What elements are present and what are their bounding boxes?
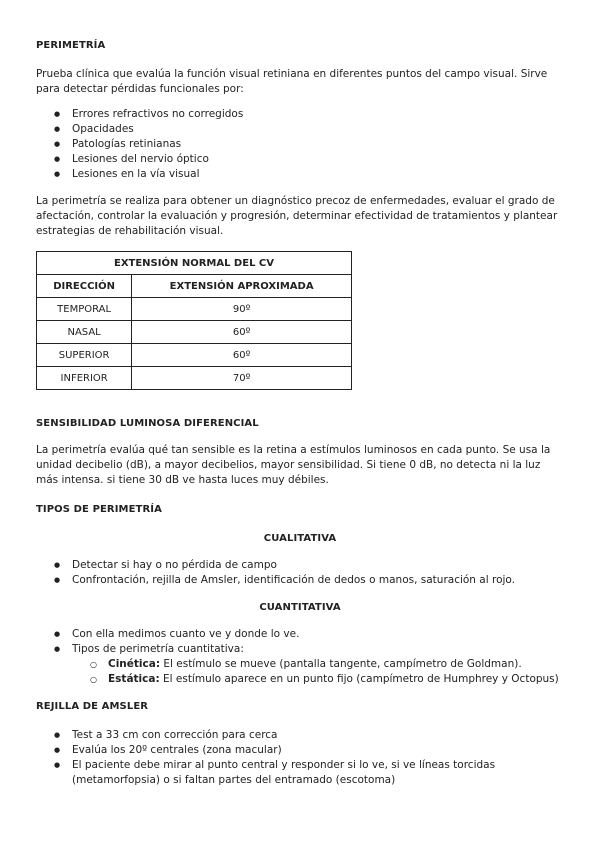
perimetria-heading: PERIMETRÍA <box>36 40 106 51</box>
document-page <box>36 38 564 788</box>
sensibilidad-text: La perimetría evalúa qué tan sensible es la retina a estímulos luminosos en cada punto. Se usa la unidad decibelio (dB), a mayor decibelios, mayor sensibilidad. Si tiene 0 dB, no detecta ni la luz más intensa. si tiene 30 dB ve hasta luces muy débiles. <box>36 444 551 486</box>
list-item: ● Con ella medimos cuanto ve y donde lo ve. <box>36 627 564 642</box>
cuantitativa-heading: CUANTITATIVA <box>259 602 341 613</box>
causes-list <box>36 107 564 182</box>
list-item: ● Test a 33 cm con corrección para cerca <box>36 728 564 743</box>
table-row <box>37 344 352 367</box>
amsler-list <box>36 728 564 788</box>
cinetica-label: Cinética: <box>108 658 161 670</box>
estatica-label: Estática: <box>108 673 160 685</box>
table-cell-extension: 90º <box>132 298 352 321</box>
list-item: ● Lesiones en la vía visual <box>36 167 564 182</box>
cinetica-text: El estímulo se mueve (pantalla tangente, campímetro de Goldman). <box>160 658 522 670</box>
table-cell-extension: 60º <box>132 321 352 344</box>
list-item: ● Tipos de perimetría cuantitativa: <box>36 642 564 657</box>
list-item: ● Errores refractivos no corregidos <box>36 107 564 122</box>
table-cell-direction: SUPERIOR <box>37 344 132 367</box>
cualitativa-heading: CUALITATIVA <box>263 533 337 544</box>
table-row <box>37 321 352 344</box>
perimetria-purpose: La perimetría se realiza para obtener un diagnóstico precoz de enfermedades, evaluar el grado de afectación, controlar la evaluación y progresión, determinar efectividad de tratamientos y plantear estrategias de rehabilitación visual. <box>36 195 558 237</box>
list-item: ● Evalúa los 20º centrales (zona macular) <box>36 743 564 758</box>
sensibilidad-heading: SENSIBILIDAD LUMINOSA DIFERENCIAL <box>36 418 259 429</box>
list-item: ● El paciente debe mirar al punto central y responder si lo ve, si ve líneas torcidas (metamorfopsia) o si faltan partes del entramado (escotoma) <box>36 758 564 788</box>
table-cell-extension: 60º <box>132 344 352 367</box>
table-title: EXTENSIÓN NORMAL DEL CV <box>37 252 352 275</box>
cualitativa-list <box>36 558 564 588</box>
table-row <box>37 367 352 390</box>
cuantitativa-sublist <box>36 657 564 687</box>
amsler-heading: REJILLA DE AMSLER <box>36 701 149 712</box>
list-item <box>36 657 564 672</box>
list-item: ● Confrontación, rejilla de Amsler, identificación de dedos o manos, saturación al rojo. <box>36 573 564 588</box>
table-header-direction: DIRECCIÓN <box>37 275 132 298</box>
list-item <box>36 672 564 687</box>
cv-extension-table <box>36 251 352 390</box>
cuantitativa-list <box>36 627 564 657</box>
table-cell-direction: INFERIOR <box>37 367 132 390</box>
table-row <box>37 298 352 321</box>
list-item: ● Detectar si hay o no pérdida de campo <box>36 558 564 573</box>
table-cell-extension: 70º <box>132 367 352 390</box>
list-item: ● Lesiones del nervio óptico <box>36 152 564 167</box>
table-cell-direction: TEMPORAL <box>37 298 132 321</box>
list-item: ● Patologías retinianas <box>36 137 564 152</box>
estatica-text: El estímulo aparece en un punto fijo (campímetro de Humphrey y Octopus) <box>159 673 559 685</box>
table-cell-direction: NASAL <box>37 321 132 344</box>
list-item: ● Opacidades <box>36 122 564 137</box>
table-header-extension: EXTENSIÓN APROXIMADA <box>132 275 352 298</box>
tipos-heading: TIPOS DE PERIMETRÍA <box>36 504 162 515</box>
perimetria-intro: Prueba clínica que evalúa la función visual retiniana en diferentes puntos del campo visual. Sirve para detectar pérdidas funcionales por: <box>36 68 548 95</box>
